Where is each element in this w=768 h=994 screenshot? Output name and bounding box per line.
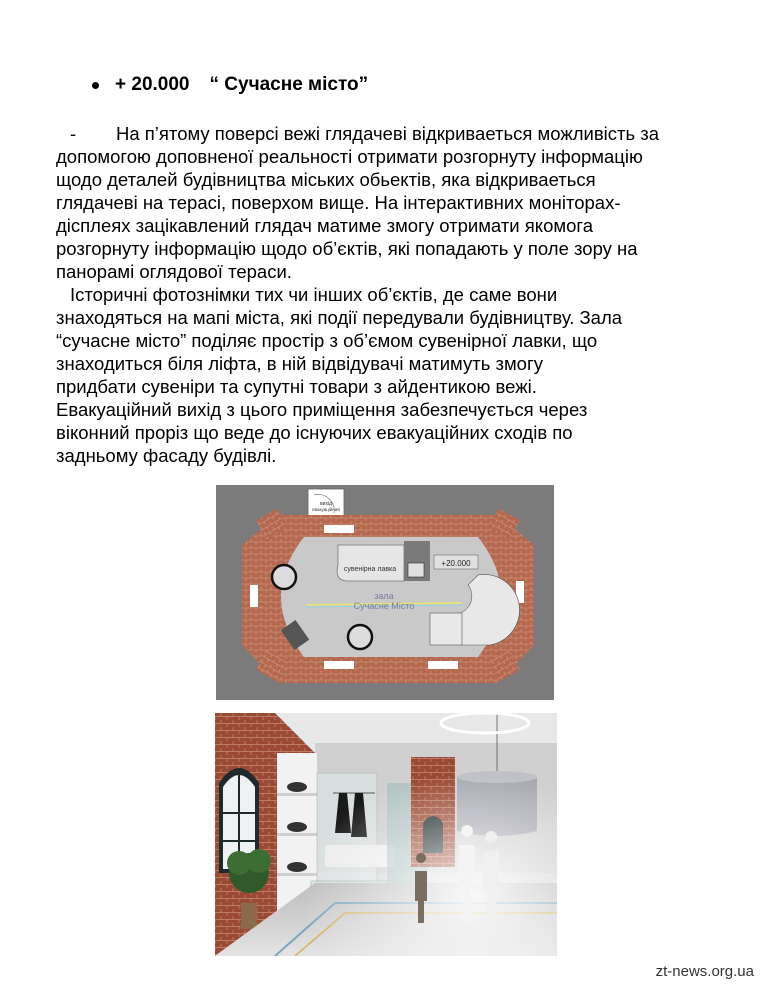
bullet-icon — [92, 82, 99, 89]
paragraph-line: знаходиться біля ліфта, в ній відвідувачі матимуть змогу — [56, 353, 543, 374]
paragraph-1 — [56, 122, 736, 283]
hall-label: зала — [374, 591, 394, 601]
section-heading — [92, 74, 368, 96]
interior-render-image — [215, 713, 557, 956]
hall-name: Сучасне Місто — [353, 601, 415, 611]
paragraph-line: Історичні фотознімки тих чи інших об’єктів, де саме вони — [70, 284, 558, 305]
watermark: zt-news.org.ua — [655, 963, 754, 980]
paragraph-line: придбати сувеніри та супутні товари з айдентикою вежі. — [56, 376, 537, 397]
paragraph-line: “сучасне місто” поділяє простір з об’ємом сувенірної лавки, що — [56, 330, 598, 351]
exit-label-2: евакуаційний — [312, 507, 340, 512]
paragraph-line: глядачеві на терасі, поверхом вище. На інтерактивних моніторах- — [56, 192, 621, 213]
paragraph-line: розгорнуту інформацію щодо об’єктів, які попадають у поле зору на — [56, 238, 638, 259]
paragraph-line: віконний проріз що веде до існуючих евакуаційних сходів по — [56, 422, 573, 443]
exit-label: вихід — [320, 501, 332, 507]
paragraph-line: допомогою доповненої реальності отримати розгорнуту інформацію — [56, 146, 643, 167]
paragraph-line: панорамі оглядової тераси. — [56, 261, 292, 282]
paragraph-line: знаходяться на мапі міста, які події передували будівництву. Зала — [56, 307, 623, 328]
paragraph-line: задньому фасаду будівлі. — [56, 445, 277, 466]
heading-level-number: + 20.000 — [115, 74, 190, 95]
paragraph-line: дісплеях зацікавлений глядач матиме змогу отримати якомога — [56, 215, 594, 236]
paragraph-line: На п’ятому поверсі вежі глядачеві відкриваеться можливість за — [116, 123, 660, 144]
paragraph-line: щодо деталей будівництва міських обьектів, яка відкриваеться — [56, 169, 596, 190]
level-label: +20.000 — [441, 559, 471, 568]
paragraph-line: Евакуаційний вихід з цього приміщення забезпечується через — [56, 399, 588, 420]
dash-marker: - — [70, 123, 77, 144]
souvenir-label: сувенірна лавка — [343, 566, 397, 573]
description-text — [56, 122, 736, 467]
floor-plan-image — [216, 485, 554, 700]
heading-title: “ Сучасне місто” — [209, 74, 369, 95]
paragraph-2 — [56, 283, 736, 467]
